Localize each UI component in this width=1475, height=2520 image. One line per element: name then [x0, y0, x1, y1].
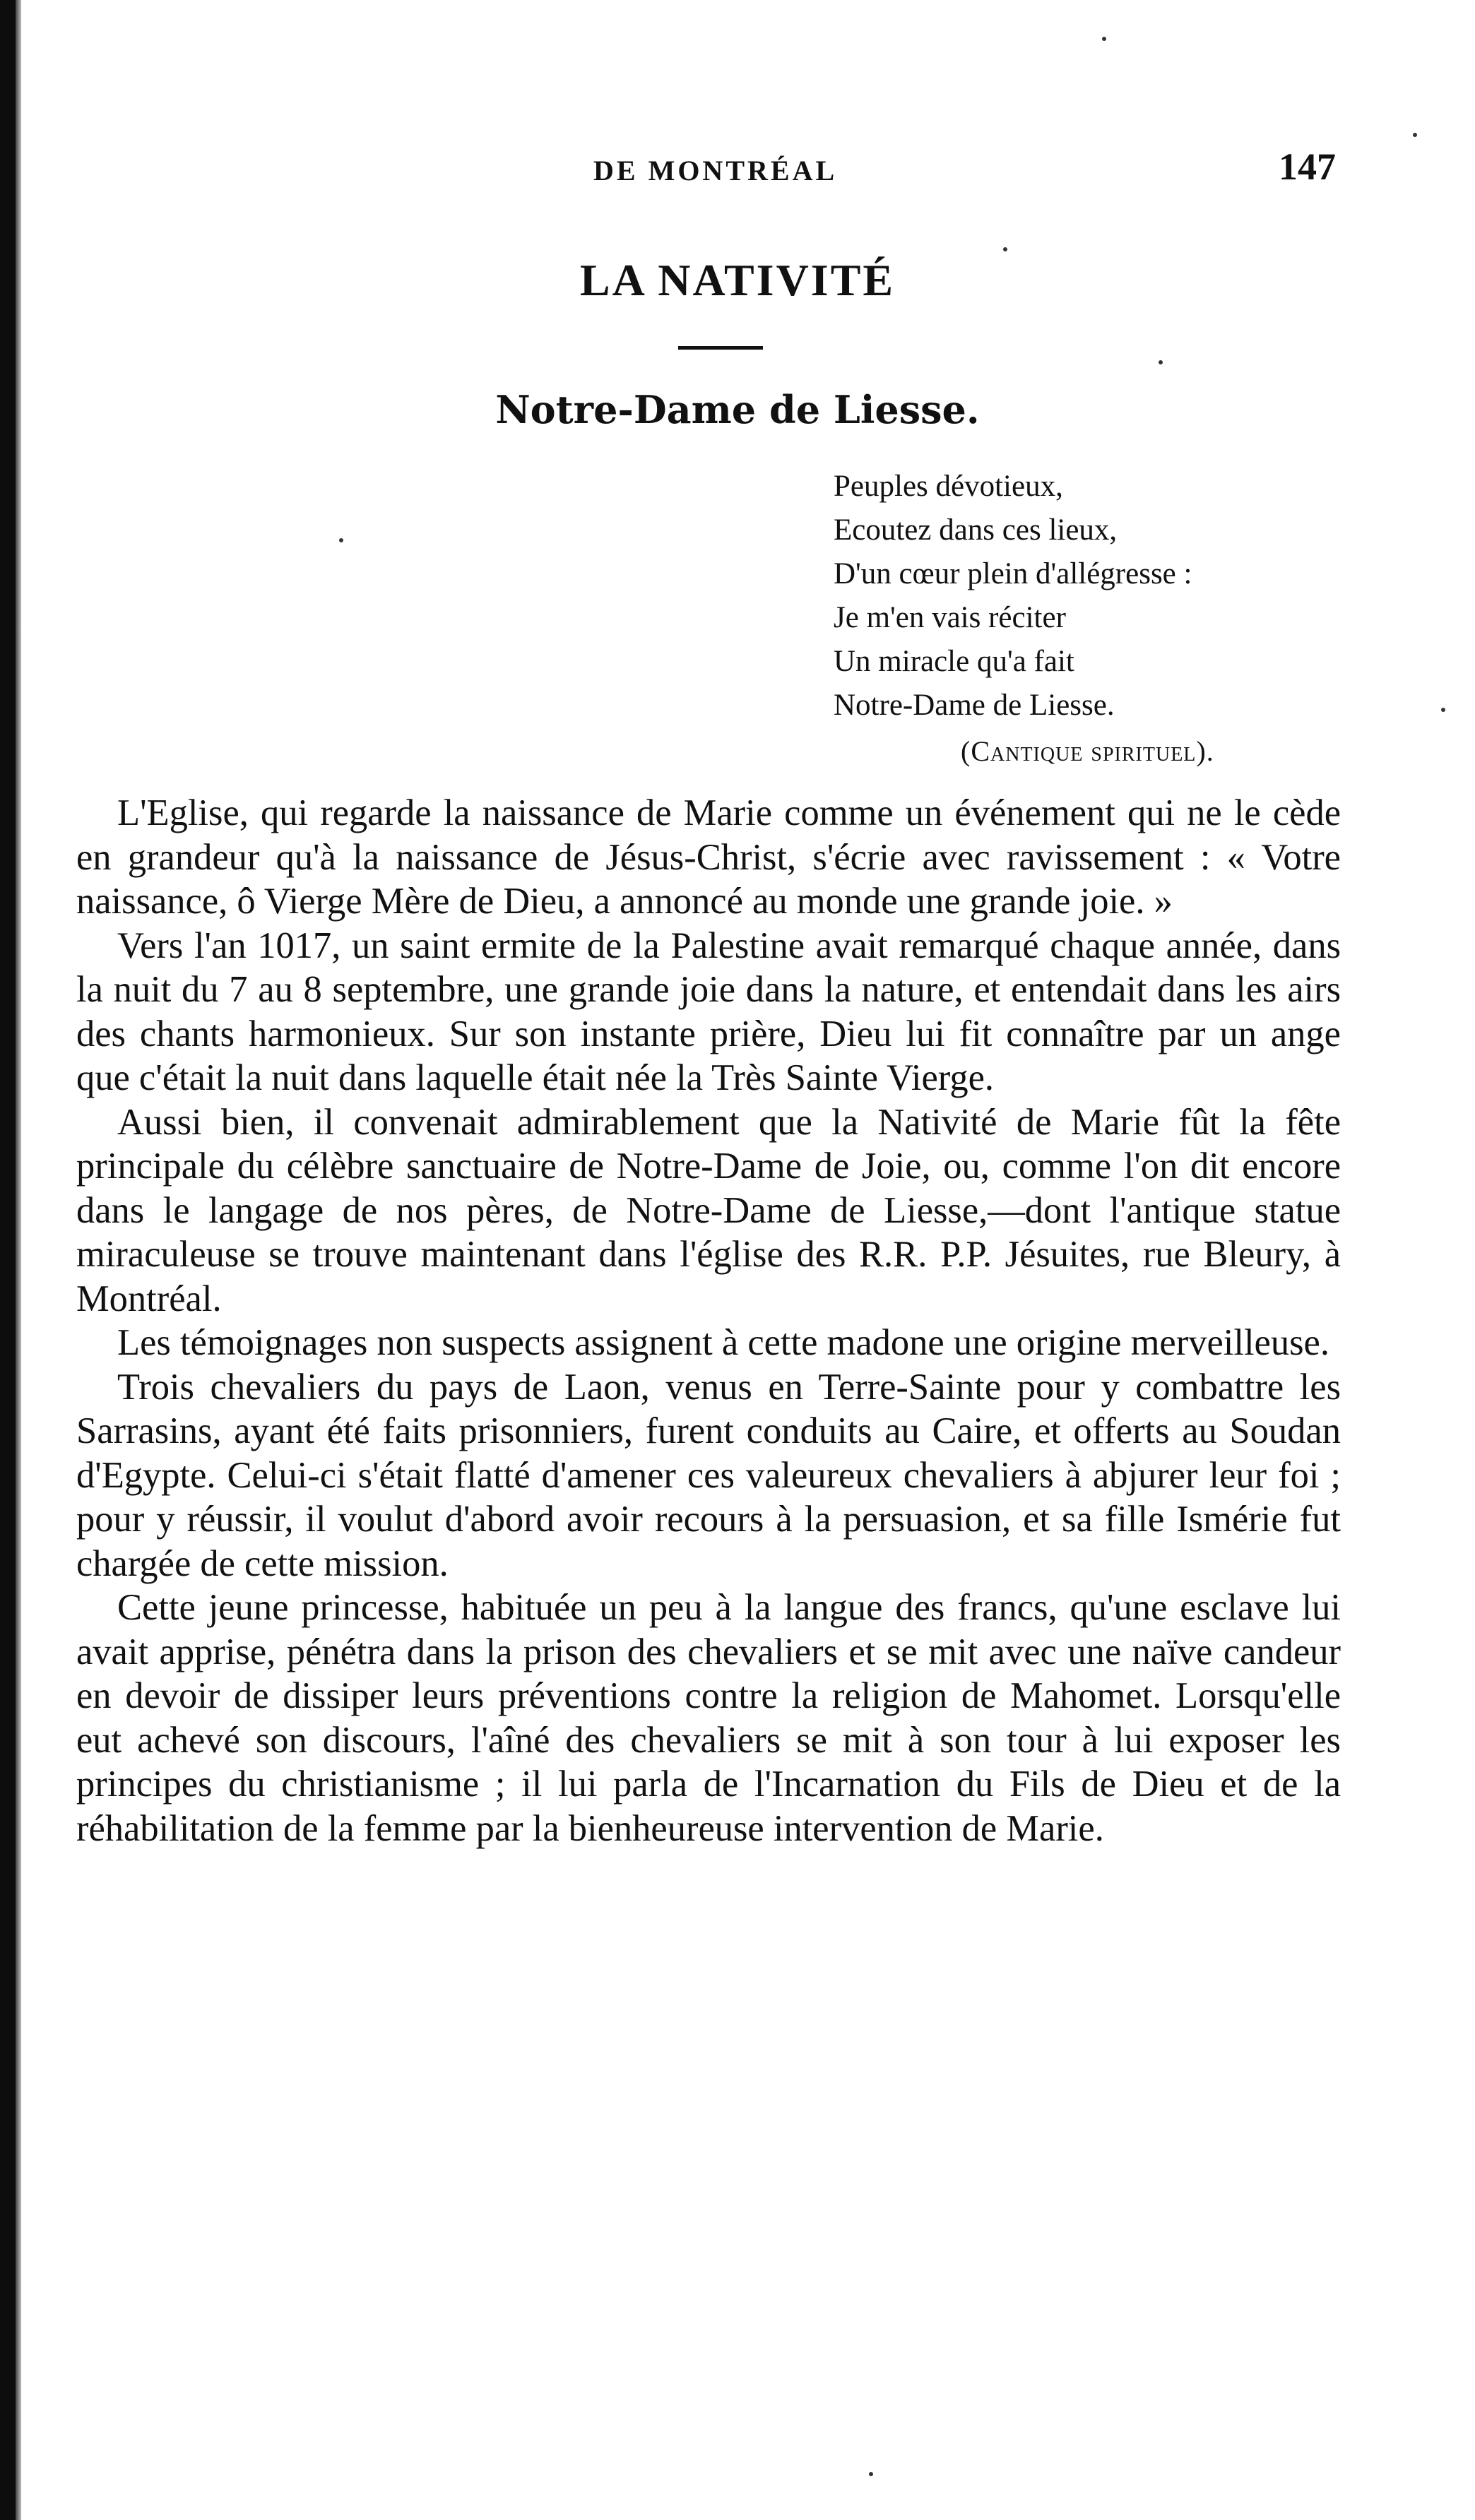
print-speck — [1102, 37, 1106, 41]
body-text — [76, 791, 1341, 1850]
print-speck — [869, 2472, 873, 2476]
print-speck — [1003, 247, 1007, 251]
poem-line: Je m'en vais réciter — [834, 601, 1066, 634]
epigraph-attribution: (Cantique spirituel). — [961, 735, 1214, 767]
poem-line: D'un cœur plein d'allégresse : — [834, 557, 1192, 590]
title-rule — [678, 346, 763, 350]
running-head: DE MONTRÉAL — [593, 155, 838, 186]
print-speck — [1413, 133, 1417, 137]
paragraph: Aussi bien, il convenait admirablement que la Nativité de Marie fût la fête principale du célèbre sanctuaire de Notre-Dame de Joie, ou, comme l'on dit encore dans le langage de nos pères, de Notre-Dame de Liesse,—dont l'antique statue miraculeuse se trouve maintenant dans l'église des R.R. P.P. Jésuites, rue Bleury, à Montréal. — [76, 1101, 1341, 1319]
print-speck — [339, 538, 343, 542]
print-speck — [1441, 708, 1445, 712]
page-binding-shadow — [16, 0, 21, 2520]
epigraph-poem — [834, 465, 1192, 727]
paragraph: Les témoignages non suspects assignent à cette madone une origine merveilleuse. — [117, 1322, 1329, 1363]
poem-line: Peuples dévotieux, — [834, 470, 1063, 503]
paragraph: Vers l'an 1017, un saint ermite de la Palestine avait remarqué chaque année, dans la nuit du 7 au 8 septembre, une grande joie dans la nature, et entendait dans les airs des chants harmonieux. Sur son instante prière, Dieu lui fit connaître par un ange que c'était la nuit dans laquelle était née la Très Sainte Vierge. — [76, 925, 1341, 1098]
poem-line: Ecoutez dans ces lieux, — [834, 513, 1118, 547]
page-number: 147 — [1279, 145, 1336, 188]
page-binding-edge — [0, 0, 16, 2520]
chapter-subtitle: Notre-Dame de Liesse. — [495, 387, 980, 432]
poem-line: Un miracle qu'a fait — [834, 645, 1074, 678]
paragraph: L'Eglise, qui regarde la naissance de Marie comme un événement qui ne le cède en grandeur qu'à la naissance de Jésus-Christ, s'écrie avec ravissement : « Votre naissance, ô Vierge Mère de Dieu, a annoncé au monde une grande joie. » — [76, 792, 1341, 922]
paragraph: Cette jeune princesse, habituée un peu à la langue des francs, qu'une esclave lui avait apprise, pénétra dans la prison des chevaliers et se mit avec une naïve candeur en devoir de dissiper leurs préventions contre la religion de Mahomet. Lorsqu'elle eut achevé son discours, l'aîné des chevaliers se mit à son tour à lui exposer les principes du christianisme ; il lui parla de l'Incarnation du Fils de Dieu et de la réhabilitation de la femme par la bienheureuse intervention de Marie. — [76, 1587, 1341, 1849]
print-speck — [1159, 360, 1163, 364]
chapter-title: LA NATIVITÉ — [579, 255, 896, 305]
poem-line: Notre-Dame de Liesse. — [834, 689, 1115, 722]
paragraph: Trois chevaliers du pays de Laon, venus en Terre-Sainte pour y combattre les Sarrasins, ayant été faits prisonniers, furent conduits au Caire, et offerts au Soudan d'Egypte. Celui-ci s'était flatté d'amener ces valeureux chevaliers à abjurer leur foi ; pour y réussir, il voulut d'abord avoir recours à la persuasion, et sa fille Ismérie fut chargée de cette mission. — [76, 1366, 1341, 1584]
